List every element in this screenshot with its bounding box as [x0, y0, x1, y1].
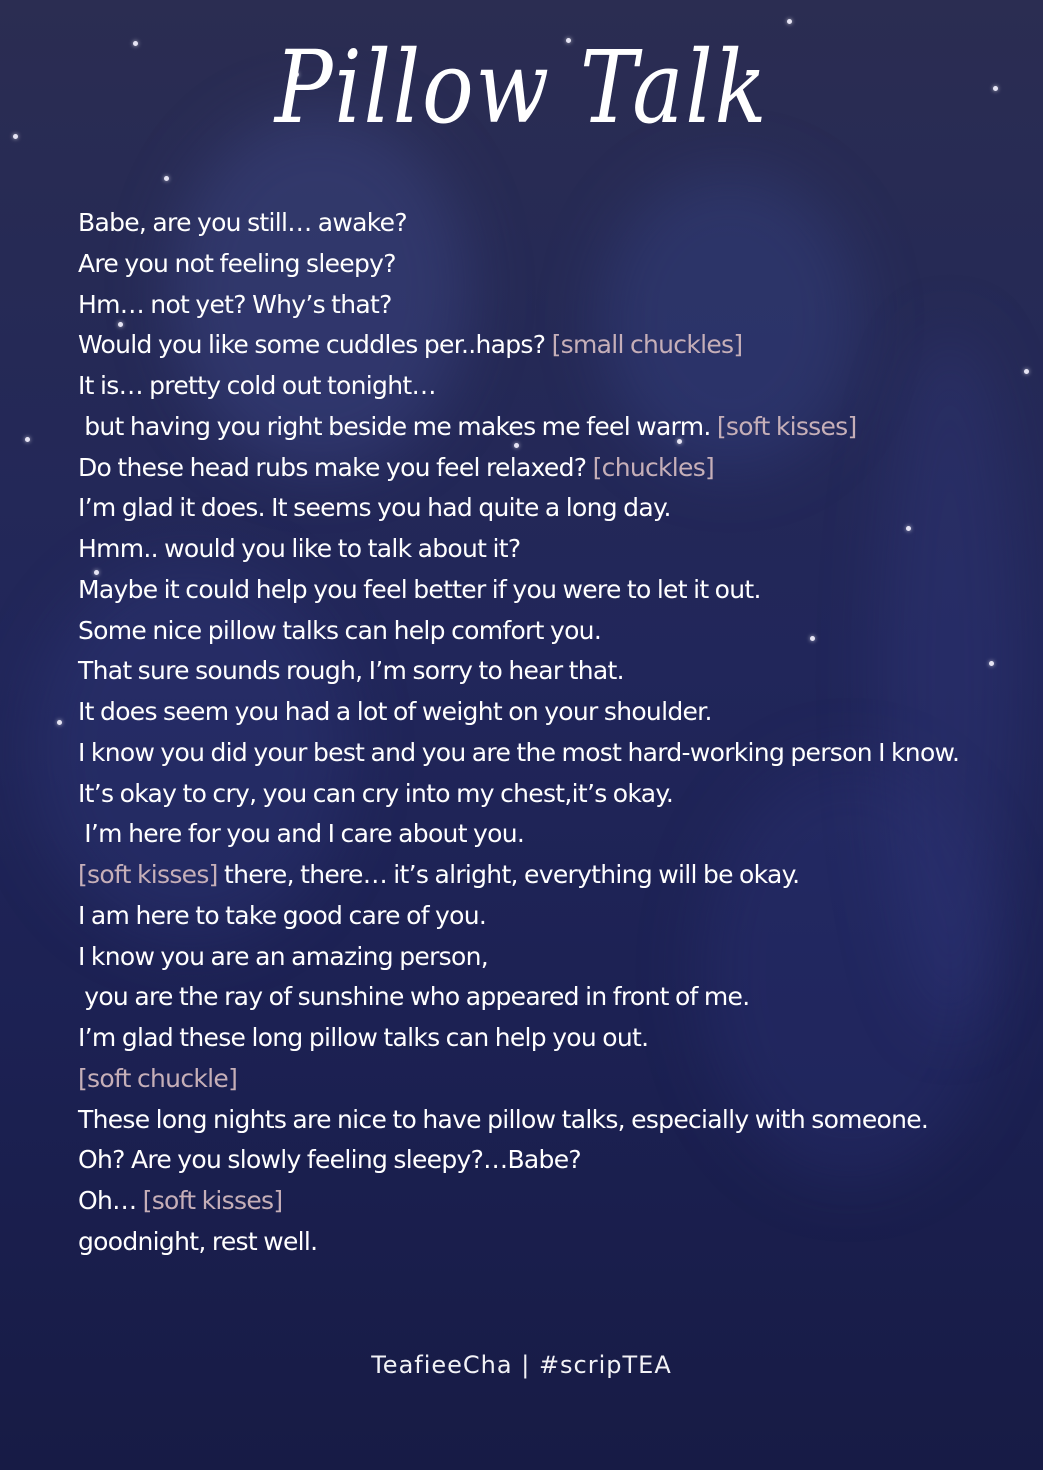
sound-cue: [soft chuckle]	[78, 1063, 238, 1093]
dialogue-text: It does seem you had a lot of weight on your shoulder.	[78, 697, 712, 726]
dialogue-text: Oh…	[78, 1186, 143, 1215]
script-line	[78, 774, 1028, 815]
dialogue-text: I’m here for you and I care about you.	[78, 819, 525, 849]
script-line	[78, 977, 1028, 1018]
sound-cue: [soft kisses]	[78, 860, 218, 889]
dialogue-text: Are you not feeling sleepy?	[78, 248, 396, 278]
dialogue-text: I’m glad it does. It seems you had quite a long day.	[78, 493, 671, 523]
sound-cue: [soft kisses]	[716, 411, 857, 441]
script-line	[78, 692, 1028, 733]
author-credit: TeafieeCha | #scripTEA	[371, 1351, 672, 1379]
script-line	[78, 1181, 1028, 1222]
sound-cue: [soft kisses]	[142, 1186, 283, 1215]
script-line	[78, 651, 1028, 692]
dialogue-text: there, there… it’s alright, everything will be okay.	[217, 860, 800, 889]
sound-cue: [chuckles]	[592, 452, 715, 482]
script-line	[78, 937, 1028, 978]
script-line	[78, 529, 1028, 570]
script-line	[78, 1059, 1028, 1100]
script-line	[78, 1100, 1028, 1141]
script-text	[78, 203, 1028, 1263]
dialogue-text: I know you did your best and you are the most hard-working person I know.	[78, 737, 960, 767]
dialogue-text: Some nice pillow talks can help comfort you.	[78, 615, 602, 645]
dialogue-text: I’m glad these long pillow talks can help you out.	[78, 1023, 649, 1052]
dialogue-text: Hmm.. would you like to talk about it?	[78, 534, 521, 563]
script-line	[78, 203, 1028, 244]
script-line	[78, 366, 1028, 407]
page-title: Pillow Talk	[274, 29, 769, 146]
dialogue-text: Would you like some cuddles per..haps?	[78, 330, 552, 360]
star	[57, 720, 62, 725]
dialogue-text: you are the ray of sunshine who appeared in front of me.	[78, 982, 750, 1012]
dialogue-text: Hm… not yet? Why’s that?	[78, 289, 392, 319]
script-line	[78, 814, 1028, 855]
dialogue-text: It’s okay to cry, you can cry into my chest,it’s okay.	[78, 778, 674, 808]
script-line	[78, 570, 1028, 611]
dialogue-text: Oh? Are you slowly feeling sleepy?…Babe?	[78, 1145, 581, 1175]
star	[164, 176, 169, 181]
script-line	[78, 855, 1028, 896]
dialogue-text: These long nights are nice to have pillow talks, especially with someone.	[78, 1104, 929, 1134]
script-line	[78, 448, 1028, 489]
dialogue-text: Maybe it could help you feel better if you were to let it out.	[78, 574, 761, 604]
script-line	[78, 244, 1028, 285]
dialogue-text: Babe, are you still… awake?	[78, 208, 407, 237]
star	[13, 134, 18, 139]
dialogue-text: Do these head rubs make you feel relaxed?	[78, 452, 593, 482]
dialogue-text: goodnight, rest well.	[78, 1226, 318, 1256]
script-line	[78, 407, 1028, 448]
script-line	[78, 1018, 1028, 1059]
dialogue-text: It is… pretty cold out tonight…	[78, 371, 436, 400]
dialogue-text: I am here to take good care of you.	[78, 900, 487, 930]
script-line	[78, 285, 1028, 326]
script-line	[78, 325, 1028, 366]
dialogue-text: I know you are an amazing person,	[78, 941, 488, 971]
star	[25, 437, 30, 442]
dialogue-text: but having you right beside me makes me feel warm.	[78, 411, 717, 441]
sound-cue: [small chuckles]	[551, 330, 743, 360]
script-line	[78, 733, 1028, 774]
script-line	[78, 896, 1028, 937]
script-line	[78, 1140, 1028, 1181]
script-line	[78, 488, 1028, 529]
star	[993, 86, 998, 91]
script-line	[78, 611, 1028, 652]
script-line	[78, 1222, 1028, 1263]
dialogue-text: That sure sounds rough, I’m sorry to hear that.	[78, 656, 624, 686]
